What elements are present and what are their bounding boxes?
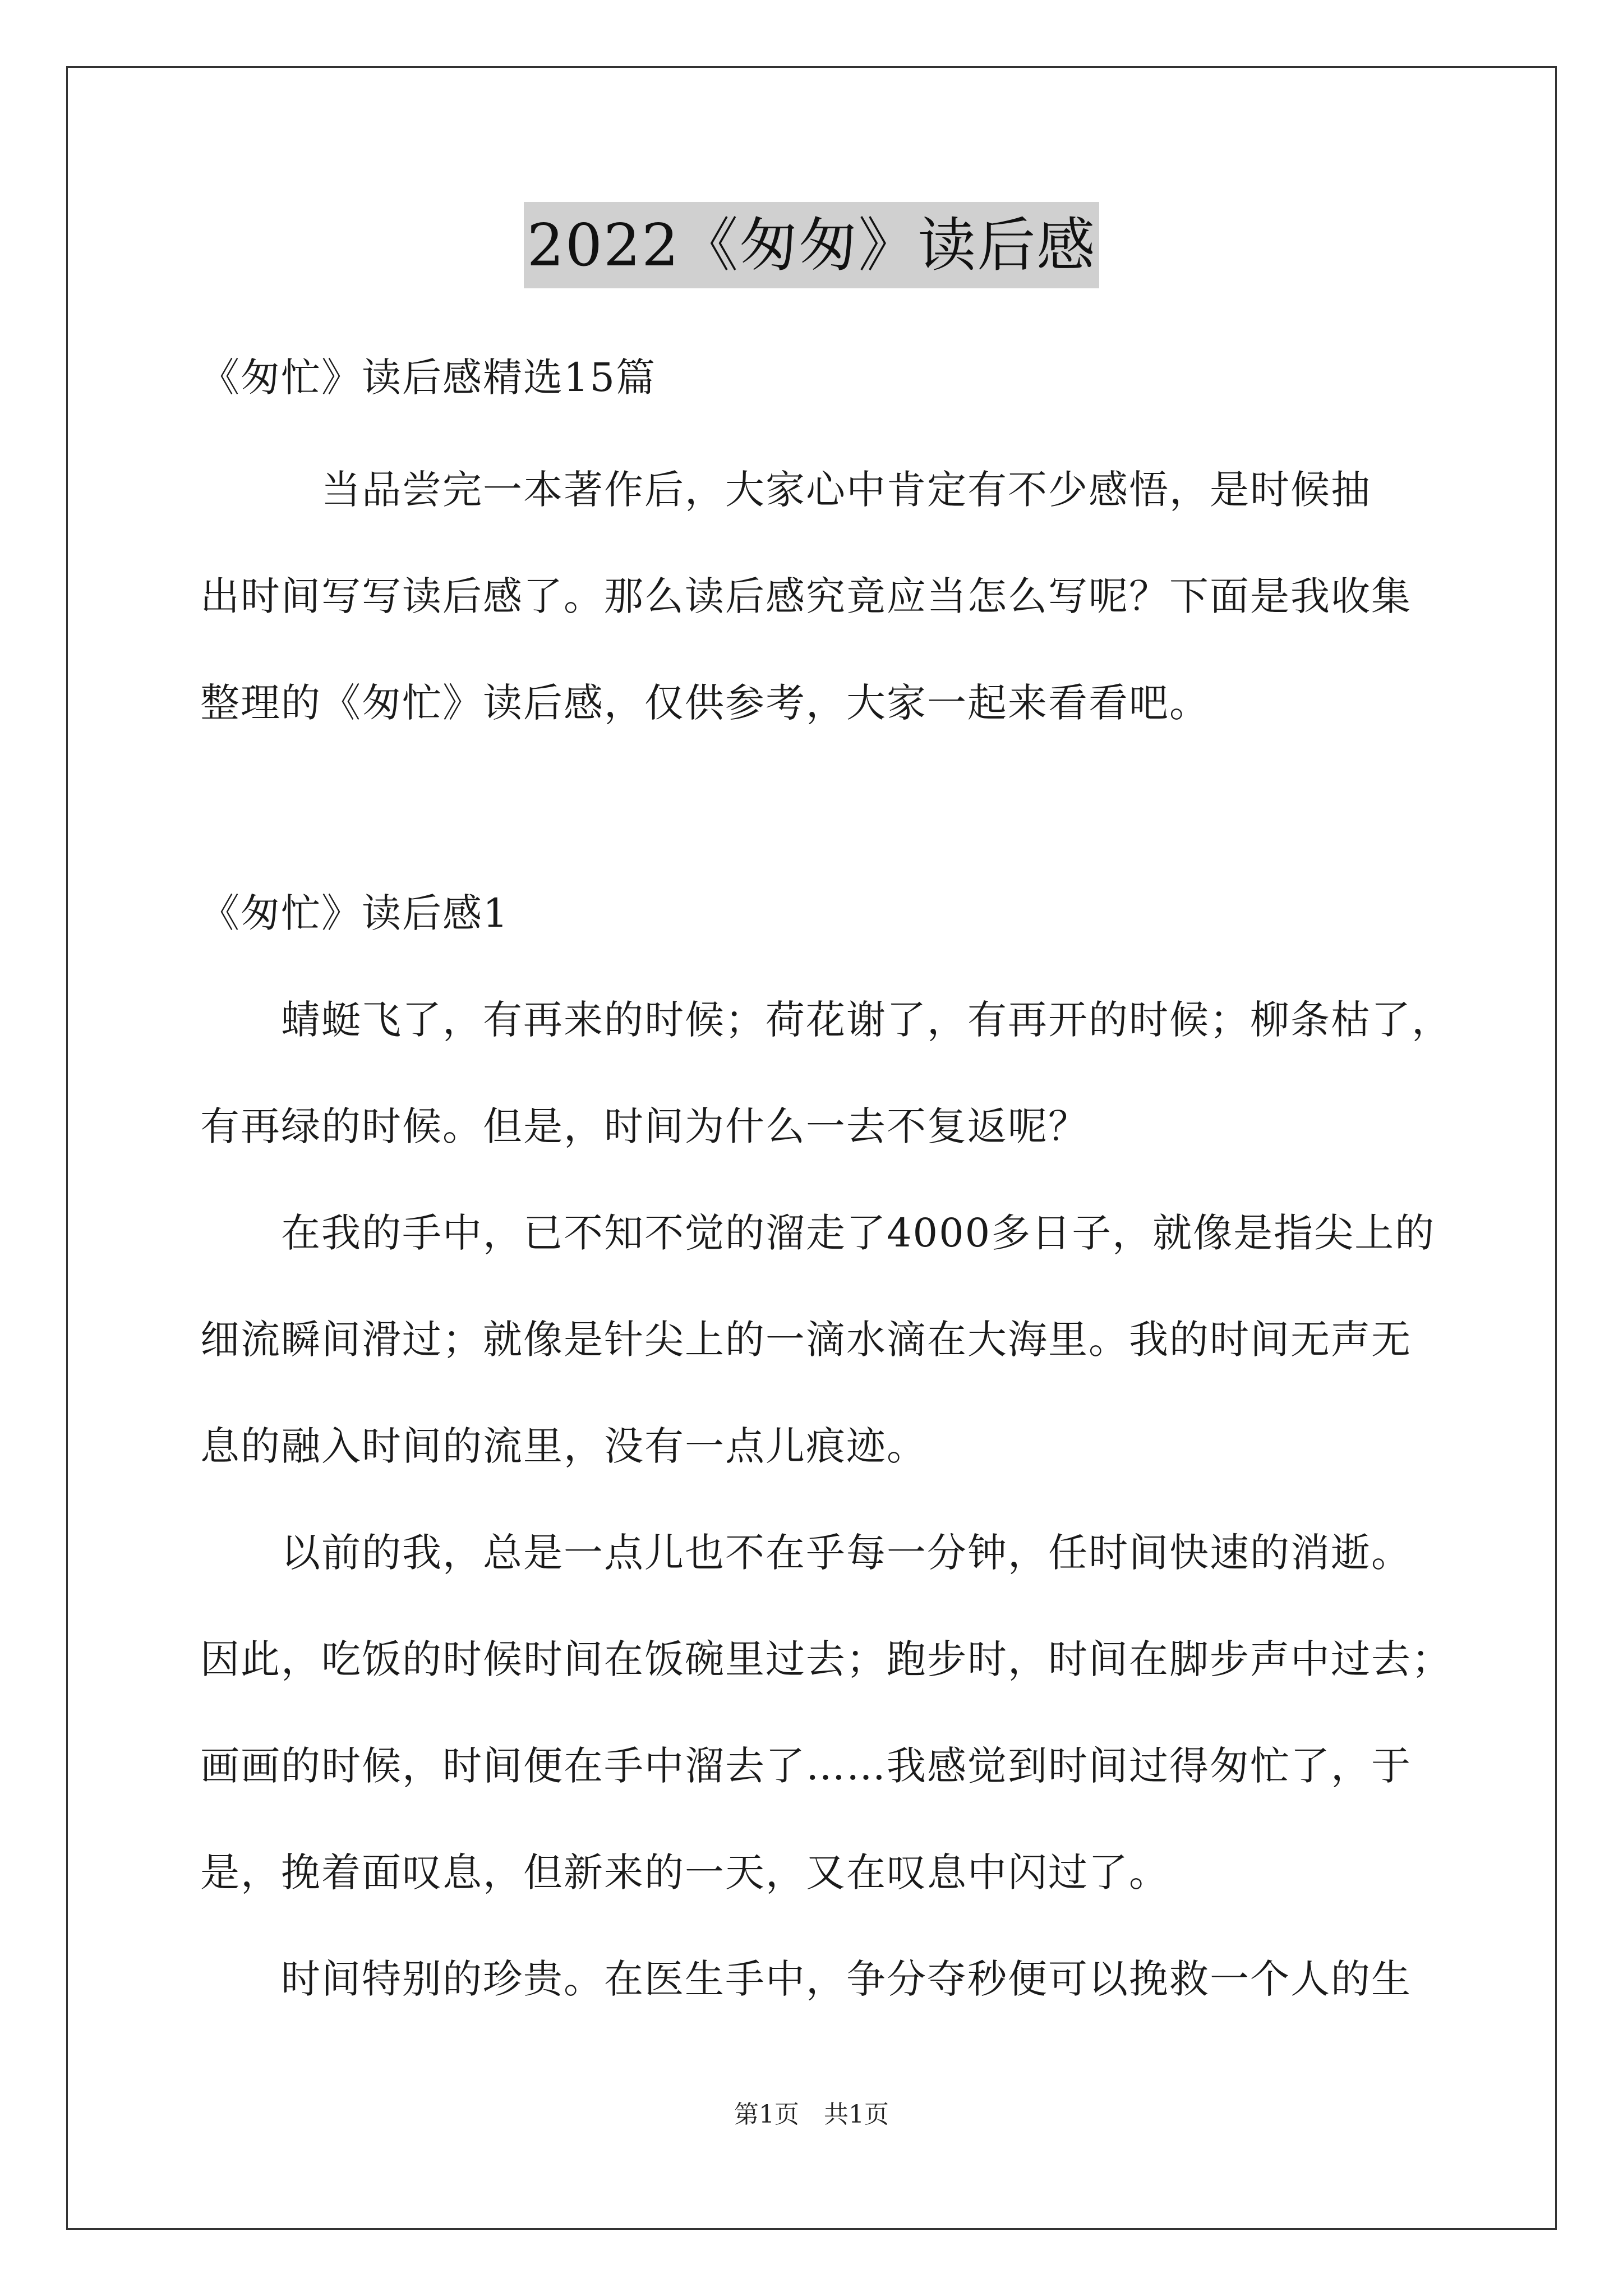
document-title: 2022《匆匆》读后感 <box>524 202 1100 288</box>
paragraph-line: 细流瞬间滑过；就像是针尖上的一滴水滴在大海里。我的时间无声无 <box>200 1317 1412 1363</box>
subtitle-line: 《匆忙》读后感精选15篇 <box>200 355 657 401</box>
paragraph-line: 是，挽着面叹息，但新来的一天，又在叹息中闪过了。 <box>200 1849 1169 1895</box>
paragraph-line: 时间特别的珍贵。在医生手中，争分夺秒便可以挽救一个人的生 <box>200 1956 1412 2002</box>
paragraph-line: 以前的我，总是一点儿也不在乎每一分钟，任时间快速的消逝。 <box>200 1530 1412 1576</box>
paragraph-line: 因此，吃饭的时候时间在饭碗里过去；跑步时，时间在脚步声中过去； <box>200 1636 1452 1682</box>
paragraph-line: 整理的《匆忙》读后感，仅供参考，大家一起来看看吧。 <box>200 680 1210 726</box>
paragraph-line: 息的融入时间的流里，没有一点儿痕迹。 <box>200 1423 927 1469</box>
paragraph-line: 在我的手中，已不知不觉的溜走了4000多日子，就像是指尖上的 <box>200 1210 1436 1256</box>
page-footer: 第1页 共1页 <box>734 2100 889 2129</box>
paragraph-line: 蜻蜓飞了，有再来的时候；荷花谢了，有再开的时候；柳条枯了， <box>200 997 1452 1043</box>
paragraph-line: 出时间写写读后感了。那么读后感究竟应当怎么写呢？下面是我收集 <box>200 573 1412 619</box>
section-heading: 《匆忙》读后感1 <box>200 890 509 936</box>
paragraph-line: 有再绿的时候。但是，时间为什么一去不复返呢？ <box>200 1103 1089 1149</box>
paragraph-line: 当品尝完一本著作后，大家心中肯定有不少感悟，是时候抽 <box>200 467 1371 513</box>
title-container <box>0 202 1623 288</box>
paragraph-line: 画画的时候，时间便在手中溜去了……我感觉到时间过得匆忙了，于 <box>200 1743 1412 1789</box>
